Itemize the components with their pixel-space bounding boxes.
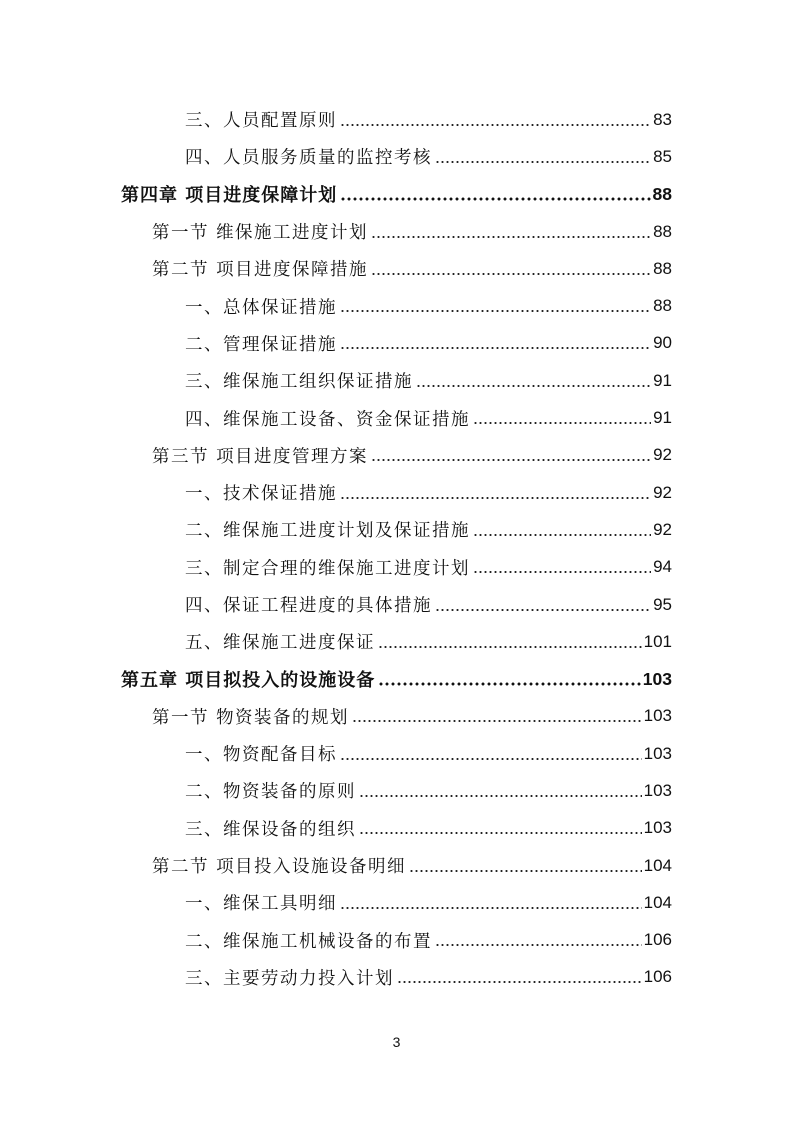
toc-entry-title: 三、人员配置原则 (185, 111, 337, 132)
dot-leader (340, 193, 650, 205)
dot-leader (397, 976, 642, 988)
toc-entry[interactable] (0, 399, 793, 436)
toc-entry-page: 103 (643, 706, 672, 726)
dot-leader (340, 342, 651, 354)
toc-entry-title: 三、维保设备的组织 (185, 819, 356, 840)
toc-entry-page: 88 (652, 183, 672, 204)
dot-leader (409, 865, 642, 877)
toc-entry[interactable] (0, 511, 793, 548)
toc-entry-title: 三、维保施工组织保证措施 (185, 372, 413, 393)
dot-leader (435, 604, 651, 616)
page-number: 3 (392, 1034, 401, 1050)
toc-entry[interactable] (0, 586, 793, 623)
toc-entry-title: 第五章 项目拟投入的设施设备 (121, 670, 376, 692)
toc-entry-title: 四、维保施工设备、资金保证措施 (185, 409, 470, 430)
toc-entry[interactable] (0, 287, 793, 324)
toc-section-entry[interactable] (0, 213, 793, 250)
toc-entry-title: 一、物资配备目标 (185, 745, 337, 766)
toc-section-entry[interactable] (0, 698, 793, 735)
table-of-contents (0, 101, 793, 996)
dot-leader (340, 753, 642, 765)
dot-leader (359, 790, 642, 802)
toc-entry-title: 四、保证工程进度的具体措施 (185, 596, 432, 616)
toc-entry-page: 92 (653, 519, 672, 539)
toc-entry-title: 二、物资装备的原则 (185, 782, 356, 803)
toc-entry-title: 五、维保施工进度保证 (185, 633, 375, 654)
toc-entry-page: 92 (653, 445, 672, 465)
toc-section-entry[interactable] (0, 847, 793, 884)
toc-entry-title: 第一节 维保施工进度计划 (152, 223, 369, 244)
toc-entry-page: 106 (643, 930, 672, 950)
dot-leader (473, 529, 651, 541)
dot-leader (352, 715, 642, 727)
dot-leader (340, 305, 651, 317)
toc-entry-page: 104 (643, 855, 672, 875)
toc-entry-title: 一、总体保证措施 (185, 297, 337, 318)
toc-entry-page: 88 (653, 296, 672, 316)
toc-entry-title: 三、主要劳动力投入计划 (185, 968, 394, 989)
dot-leader (340, 492, 651, 504)
dot-leader (340, 902, 642, 914)
toc-entry-title: 三、制定合理的维保施工进度计划 (185, 558, 470, 579)
toc-entry-title: 二、管理保证措施 (185, 334, 337, 355)
toc-chapter-entry[interactable] (0, 660, 793, 697)
dot-leader (416, 380, 651, 392)
toc-entry-title: 第一节 物资装备的规划 (152, 707, 350, 728)
toc-entry-title: 二、维保施工机械设备的布置 (185, 931, 432, 952)
toc-entry[interactable] (0, 735, 793, 772)
toc-entry-title: 二、维保施工进度计划及保证措施 (185, 521, 470, 542)
dot-leader (359, 827, 642, 839)
toc-entry-title: 一、技术保证措施 (185, 484, 337, 505)
toc-entry-page: 104 (643, 892, 672, 912)
dot-leader (473, 566, 651, 578)
toc-entry-page: 91 (653, 370, 672, 390)
dot-leader (371, 231, 651, 243)
toc-entry-page: 95 (653, 594, 672, 614)
dot-leader (340, 119, 651, 131)
toc-entry-title: 第二节 项目投入设施设备明细 (152, 857, 407, 878)
dot-leader (371, 268, 651, 280)
dot-leader (378, 678, 641, 690)
toc-entry[interactable] (0, 101, 793, 138)
dot-leader (371, 454, 651, 466)
toc-entry-page: 85 (653, 146, 672, 166)
toc-entry[interactable] (0, 959, 793, 996)
toc-entry-page: 90 (653, 333, 672, 353)
toc-entry-page: 103 (642, 668, 672, 689)
toc-entry-page: 103 (643, 743, 672, 763)
toc-entry[interactable] (0, 772, 793, 809)
toc-entry-page: 83 (653, 109, 672, 129)
toc-entry[interactable] (0, 362, 793, 399)
toc-entry-page: 101 (643, 631, 672, 651)
toc-section-entry[interactable] (0, 437, 793, 474)
toc-entry-page: 103 (643, 818, 672, 838)
toc-entry-title: 四、人员服务质量的监控考核 (185, 148, 432, 169)
toc-entry[interactable] (0, 810, 793, 847)
toc-entry-page: 88 (653, 221, 672, 241)
toc-entry-page: 103 (643, 780, 672, 800)
toc-section-entry[interactable] (0, 250, 793, 287)
toc-entry-title: 第四章 项目进度保障计划 (121, 185, 338, 207)
toc-entry[interactable] (0, 325, 793, 362)
toc-entry[interactable] (0, 884, 793, 921)
toc-entry-title: 第二节 项目进度保障措施 (152, 260, 369, 281)
toc-entry[interactable] (0, 922, 793, 959)
toc-entry[interactable] (0, 138, 793, 175)
toc-entry[interactable] (0, 474, 793, 511)
toc-entry-page: 94 (653, 557, 672, 577)
toc-entry[interactable] (0, 549, 793, 586)
toc-entry-title: 第三节 项目进度管理方案 (152, 446, 369, 467)
toc-entry-page: 88 (653, 258, 672, 278)
toc-entry-page: 92 (653, 482, 672, 502)
dot-leader (473, 417, 651, 429)
dot-leader (435, 156, 651, 168)
dot-leader (378, 641, 642, 653)
toc-chapter-entry[interactable] (0, 176, 793, 213)
toc-entry[interactable] (0, 623, 793, 660)
toc-entry-page: 91 (653, 408, 672, 428)
toc-entry-title: 一、维保工具明细 (185, 894, 337, 915)
dot-leader (435, 939, 642, 951)
toc-entry-page: 106 (643, 967, 672, 987)
